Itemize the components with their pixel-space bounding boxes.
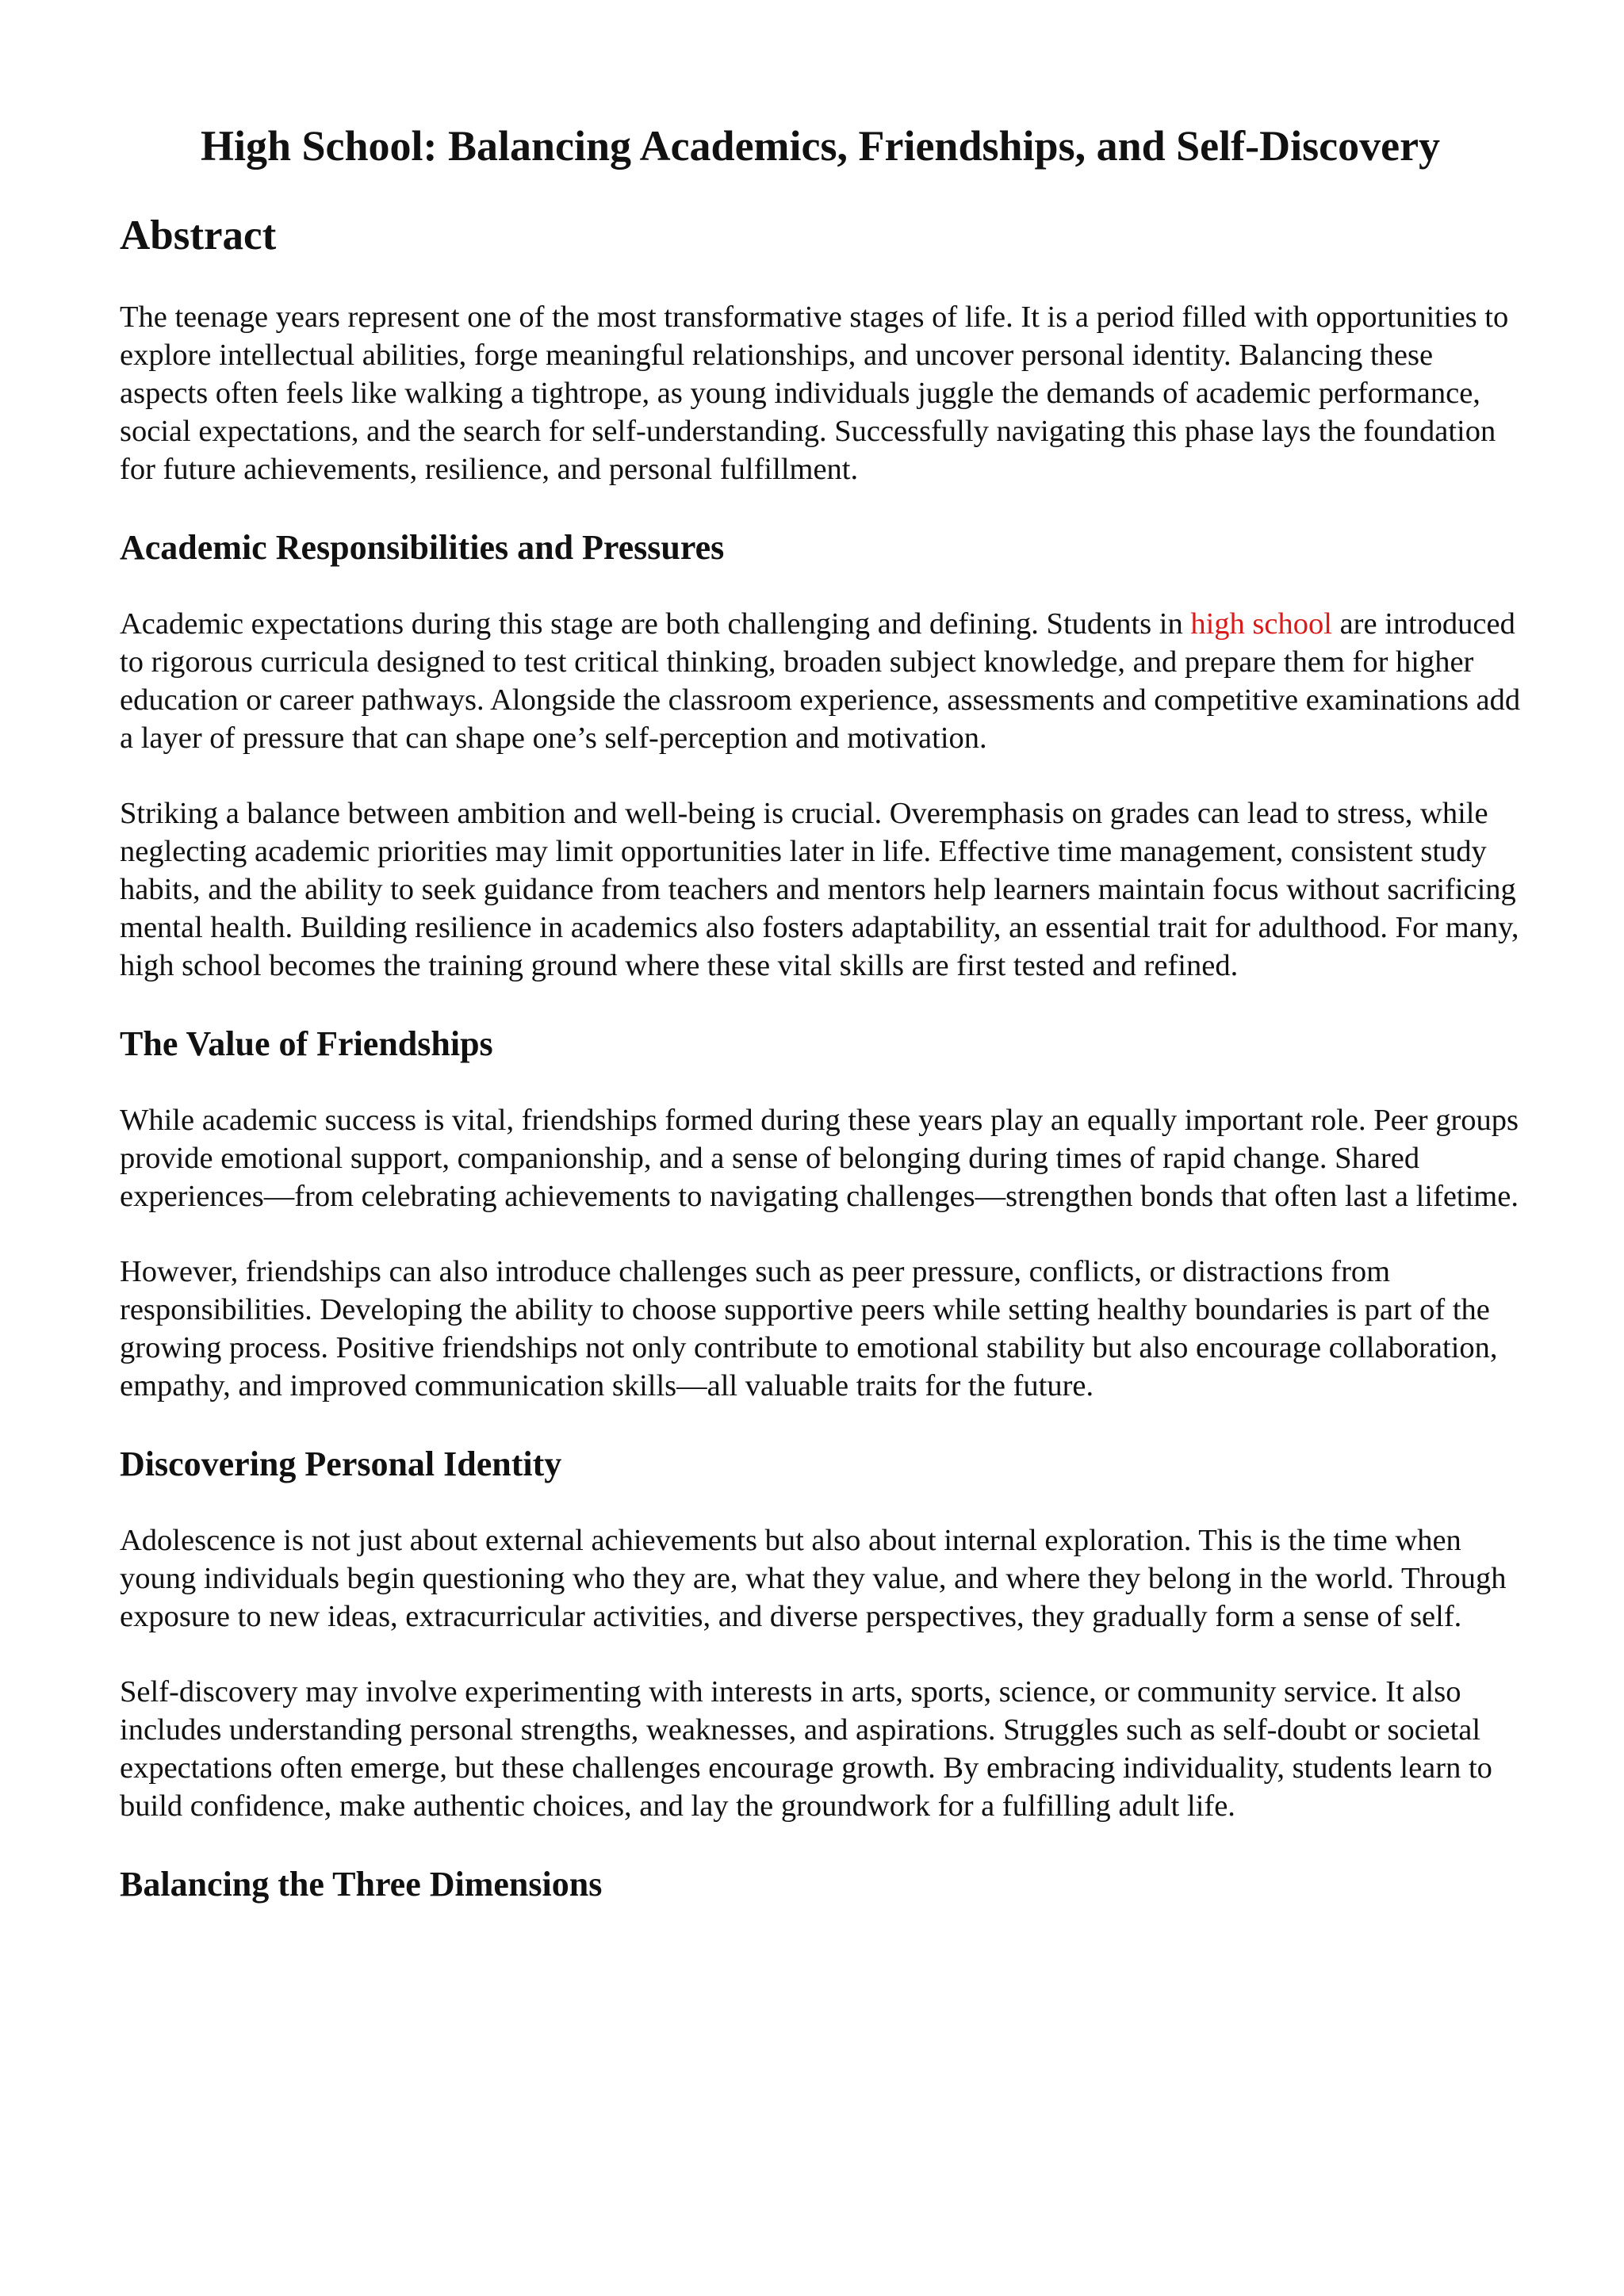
academic-paragraph-1-before: Academic expectations during this stage are both challenging and defining. Students in: [120, 607, 1191, 641]
abstract-heading: Abstract: [120, 212, 277, 258]
section-heading-friendships: The Value of Friendships: [120, 1024, 493, 1063]
identity-paragraph-1: Adolescence is not just about external achievements but also about internal exploration. This is the time when young individuals begin questioning who they are, what they value, and where they belong in the world. Through exposure to new ideas, extracurricular activities, and diverse perspectives, they gradually form a sense of self.: [120, 1524, 1507, 1633]
academic-paragraph-1-after: are introduced to rigorous curricula designed to test critical thinking, broaden subject knowledge, and prepare them for higher education or career pathways. Alongside the classroom experience, assessments and competitive examinations add a layer of pressure that can shape one’s self-perception and motivation.: [120, 607, 1521, 755]
section-heading-academic: Academic Responsibilities and Pressures: [120, 528, 725, 567]
friendships-paragraph-2: However, friendships can also introduce challenges such as peer pressure, conflicts, or distractions from responsibilities. Developing the ability to choose supportive peers while setting healthy boundaries is part of the growing process. Positive friendships not only contribute to emotional stability but also encourage collaboration, empathy, and improved communication skills—all valuable traits for the future.: [120, 1255, 1498, 1402]
section-heading-identity: Discovering Personal Identity: [120, 1445, 562, 1483]
friendships-paragraph-1: While academic success is vital, friendships formed during these years play an equally important role. Peer groups provide emotional support, companionship, and a sense of belonging during times of rapid change. Shared experiences—from celebrating achievements to navigating challenges—strengthen bonds that often last a lifetime.: [120, 1104, 1519, 1213]
academic-paragraph-2: Striking a balance between ambition and well-being is crucial. Overemphasis on grades can lead to stress, while neglecting academic priorities may limit opportunities later in life. Effective time management, consistent study habits, and the ability to seek guidance from teachers and mentors help learners maintain focus without sacrificing mental health. Building resilience in academics also fosters adaptability, an essential trait for adulthood. For many, high school becomes the training ground where these vital skills are first tested and refined.: [120, 797, 1519, 982]
abstract-paragraph: The teenage years represent one of the most transformative stages of life. It is a period filled with opportunities to explore intellectual abilities, forge meaningful relationships, and uncover personal identity. Balancing these aspects often feels like walking a tightrope, as young individuals juggle the demands of academic performance, social expectations, and the search for self-understanding. Successfully navigating this phase lays the foundation for future achievements, resilience, and personal fulfillment.: [120, 300, 1509, 486]
identity-paragraph-2: Self-discovery may involve experimenting with interests in arts, sports, science, or community service. It also includes understanding personal strengths, weaknesses, and aspirations. Struggles such as self-doubt or societal expectations often emerge, but these challenges encourage growth. By embracing individuality, students learn to build confidence, make authentic choices, and lay the groundwork for a fulfilling adult life.: [120, 1675, 1492, 1823]
academic-paragraph-1: [120, 605, 1521, 757]
section-heading-balancing: Balancing the Three Dimensions: [120, 1865, 603, 1904]
document-title: High School: Balancing Academics, Friendships, and Self-Discovery: [200, 122, 1441, 170]
high-school-link[interactable]: high school: [1190, 607, 1332, 641]
